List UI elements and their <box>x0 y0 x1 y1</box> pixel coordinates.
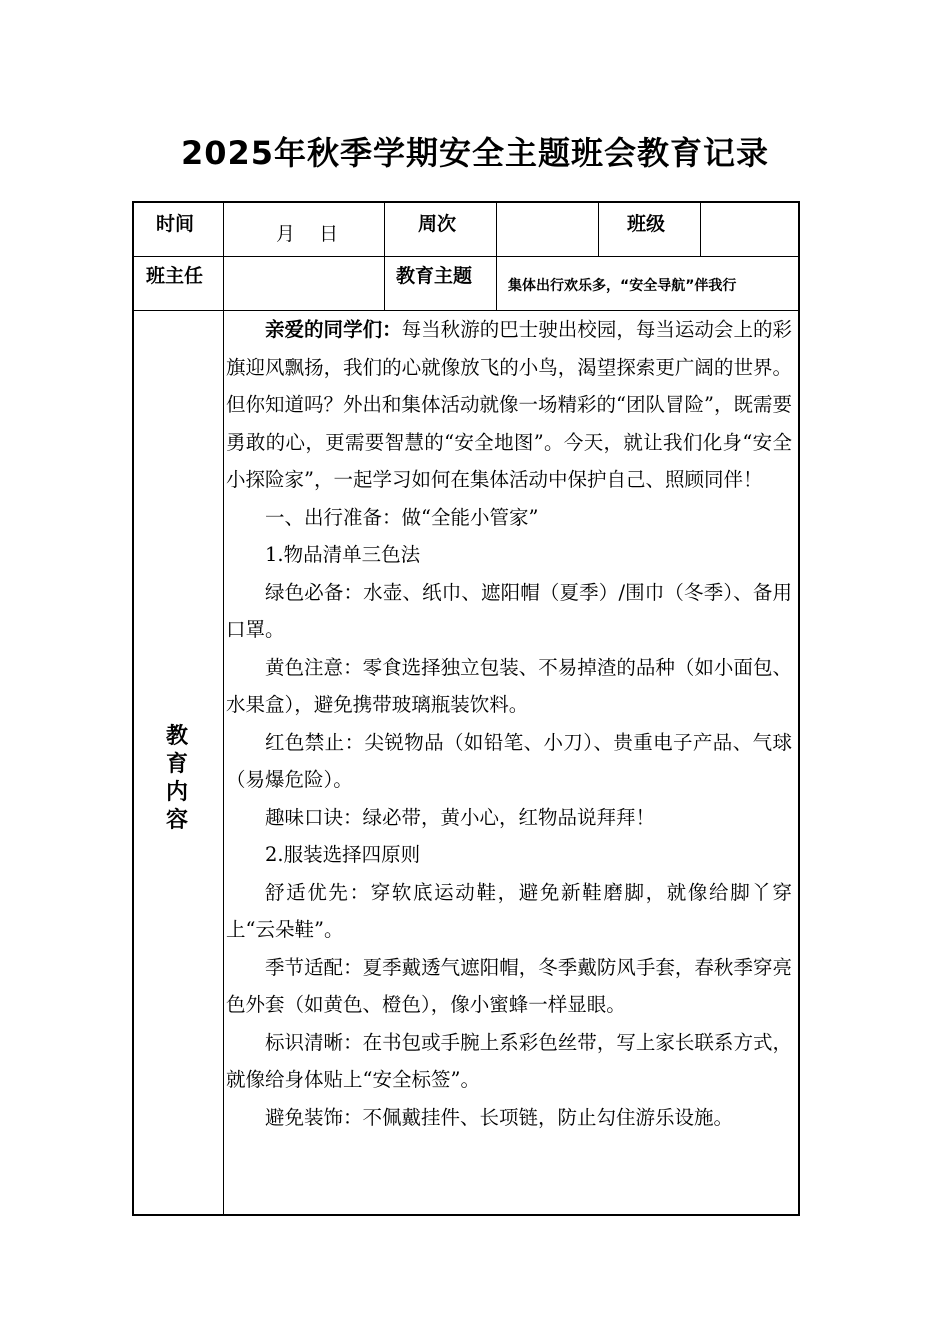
content-label-char: 教 <box>165 724 188 749</box>
content-paragraph: 1.物品清单三色法 <box>265 543 421 566</box>
week-label: 周次 <box>418 213 457 235</box>
intro-paragraph <box>226 311 792 499</box>
theme-value: 集体出行欢乐多，“安全导航”伴我行 <box>508 278 737 294</box>
content-paragraph: 趣味口诀：绿必带，黄小心，红物品说拜拜！ <box>265 805 656 829</box>
page-title: 2025年秋季学期安全主题班会教育记录 <box>180 134 770 172</box>
class-label: 班级 <box>627 213 666 235</box>
time-value: 月 日 <box>276 223 339 245</box>
row-divider-1 <box>134 256 798 257</box>
content-paragraph: 避免装饰：不佩戴挂件、长项链，防止勾住游乐设施。 <box>265 1105 734 1129</box>
time-label: 时间 <box>156 213 195 235</box>
content-paragraph: 舒适优先：穿软底运动鞋，避免新鞋磨脚，就像给脚丫穿上“云朵鞋”。 <box>226 880 792 941</box>
content-paragraph: 绿色必备：水壶、纸巾、遮阳帽（夏季）/围巾（冬季）、备用口罩。 <box>226 580 792 641</box>
content-paragraph: 黄色注意：零食选择独立包装、不易掉渣的品种（如小面包、水果盒），避免携带玻璃瓶装饮料。 <box>226 655 792 716</box>
content-paragraph: 标识清晰：在书包或手腕上系彩色丝带，写上家长联系方式，就像给身体贴上“安全标签”。 <box>226 1030 792 1091</box>
theme-label: 教育主题 <box>396 265 473 287</box>
education-content <box>226 311 792 1136</box>
col-divider-1 <box>223 203 224 1216</box>
content-paragraph: 2.服装选择四原则 <box>265 843 421 866</box>
content-label <box>162 723 192 835</box>
content-paragraph: 季节适配：夏季戴透气遮阳帽，冬季戴防风手套，春秋季穿亮色外套（如黄色、橙色），像小蜜蜂一样显眼。 <box>226 955 792 1016</box>
greeting: 亲爱的同学们： <box>265 318 402 341</box>
col-divider-4 <box>598 203 599 256</box>
intro-text: 每当秋游的巴士驶出校园，每当运动会上的彩旗迎风飘扬，我们的心就像放飞的小鸟，渴望探索更广阔的世界。但你知道吗？外出和集体活动就像一场精彩的“团队冒险”，既需要勇敢的心，更需要智慧的“安全地图”。今天，就让我们化身“安全小探险家”，一起学习如何在集体活动中保护自己、照顾同伴！ <box>226 318 792 491</box>
content-paragraph: 一、出行准备：做“全能小管家” <box>265 505 539 529</box>
teacher-label: 班主任 <box>146 265 204 287</box>
content-paragraph: 红色禁止：尖锐物品（如铅笔、小刀）、贵重电子产品、气球（易爆危险）。 <box>226 730 792 791</box>
content-label-char: 育 <box>165 752 188 777</box>
col-divider-5 <box>700 203 701 256</box>
content-label-char: 内 <box>165 780 188 805</box>
record-table <box>132 201 800 1216</box>
content-label-char: 容 <box>165 808 188 833</box>
